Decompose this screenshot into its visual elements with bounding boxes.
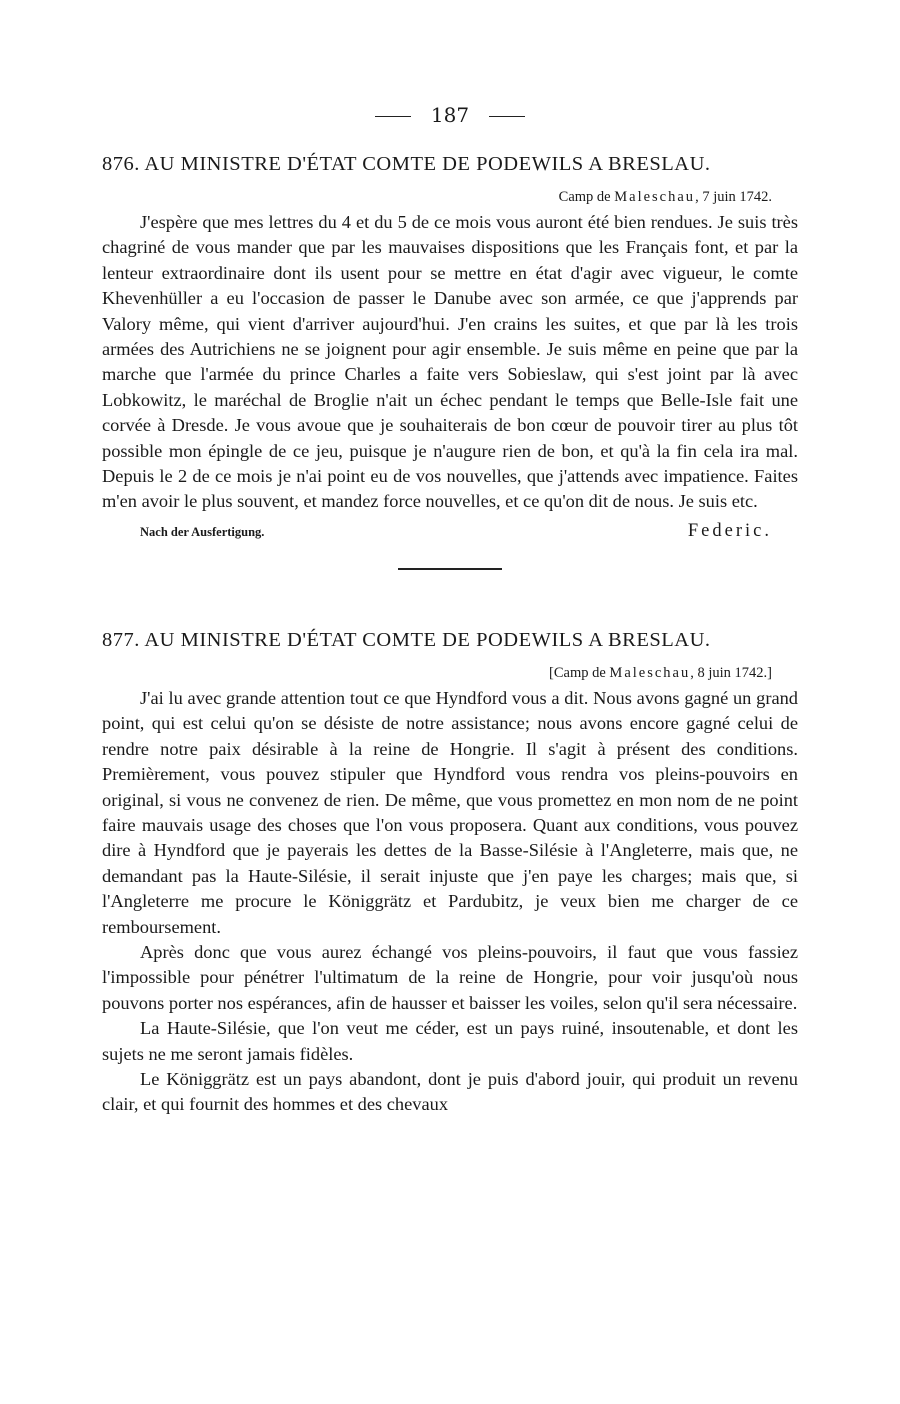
dateline-place: Maleschau — [609, 664, 691, 681]
page-number: 187 — [430, 103, 470, 127]
header-dash-left — [375, 116, 411, 117]
document-page — [102, 96, 798, 1118]
letter-paragraph: J'espère que mes lettres du 4 et du 5 de ce mois vous auront été bien rendues. Je suis très chagriné de vous mander que par les mauvaises dispositions que les Français font, et par la lenteur extraordinaire dont ils usent pour se mettre en état d'agir avec vigueur, le comte Khevenhüller a eu l'occasion de passer le Danube avec son armée, ce que j'apprends par Valory même, qui vient d'arriver aujourd'hui. J'en crains les suites, et que par là les trois armées des Autrichiens ne se joignent pour agir ensemble. Je suis même en peine que par la marche que l'armée du prince Charles a faite vers Sobieslaw, qui s'est joint par là avec Lobkowitz, le maréchal de Broglie n'ait un échec pendant le temps que Belle-Isle fait une corvée à Dresde. Je vous avoue que je souhaiterais de bon cœur de pouvoir tirer au plus tôt possible mon épingle de ce jeu, puisque je n'augure rien de bon, et qu'à la fin cela ira mal. Depuis le 2 de ce mois je n'ai point eu de vos nouvelles, que j'attends avec impatience. Faites m'en avoir le plus souvent, et mandez force nouvelles, et ce qu'on dit de nous. Je suis etc. — [102, 212, 798, 512]
source-note: Nach der Ausfertigung. — [140, 524, 265, 539]
dateline-date: , 8 juin 1742.] — [690, 664, 772, 681]
letter-dateline — [102, 186, 772, 208]
letter-paragraph: La Haute-Silésie, que l'on veut me céder, est un pays ruiné, insoutenable, et dont les sujets ne me seront jamais fidèles. — [102, 1018, 798, 1064]
letter-paragraph: J'ai lu avec grande attention tout ce que Hyndford vous a dit. Nous avons gagné un grand point, qui est celui qu'on se désiste de notre assistance; nous avons encore gagné celui de rendre notre paix désirable à la reine de Hongrie. Il s'agit à présent des conditions. Premièrement, vous pouvez stipuler que Hyndford vous rendra vos pleins-pouvoirs en original, si vous ne convenez de rien. De même, que vous promettez en mon nom de ne point faire mauvais usage des choses que l'on vous proposera. Quant aux conditions, vous pouvez dire à Hyndford que je payerais les dettes de la Basse-Silésie à l'Angleterre, mais que, ne demandant pas la Haute-Silésie, il serait injuste que j'en paye les charges; mais que, si l'Angleterre me procure le Königgrätz et Pardubitz, je veux bien me charger de ce remboursement. — [102, 687, 798, 937]
letter-876 — [102, 150, 798, 542]
signature: Federic. — [687, 520, 772, 541]
dateline-prefix: [Camp de — [549, 664, 610, 681]
letter-number: 876. — [102, 153, 140, 175]
page-header — [102, 96, 798, 134]
dateline-date: , 7 juin 1742. — [695, 189, 772, 205]
letter-title — [102, 626, 798, 654]
dateline-place: Maleschau — [614, 189, 696, 205]
letter-number: 877. — [102, 628, 140, 651]
letter-877 — [102, 626, 798, 1118]
dateline-prefix: Camp de — [558, 189, 615, 205]
letter-paragraph: Après donc que vous aurez échangé vos pleins-pouvoirs, il faut que vous fassiez l'impossible pour pénétrer l'ultimatum de la reine de Hongrie, pour voir jusqu'où nous pouvons porter nos espérances, afin de hausser et baisser les voiles, selon qu'il sera nécessaire. — [102, 941, 798, 1013]
header-dash-right — [489, 116, 525, 117]
letter-dateline — [102, 662, 772, 684]
letter-heading: AU MINISTRE D'ÉTAT COMTE DE PODEWILS A BRESLAU. — [144, 628, 711, 651]
letter-paragraph: Le Königgrätz est un pays abandont, dont je puis d'abord jouir, qui produit un revenu clair, et qui fournit des hommes et des chevaux — [102, 1068, 798, 1115]
letter-heading: AU MINISTRE D'ÉTAT COMTE DE PODEWILS A BRESLAU. — [144, 153, 711, 175]
letter-title — [102, 150, 798, 178]
letter-footer — [102, 521, 798, 542]
